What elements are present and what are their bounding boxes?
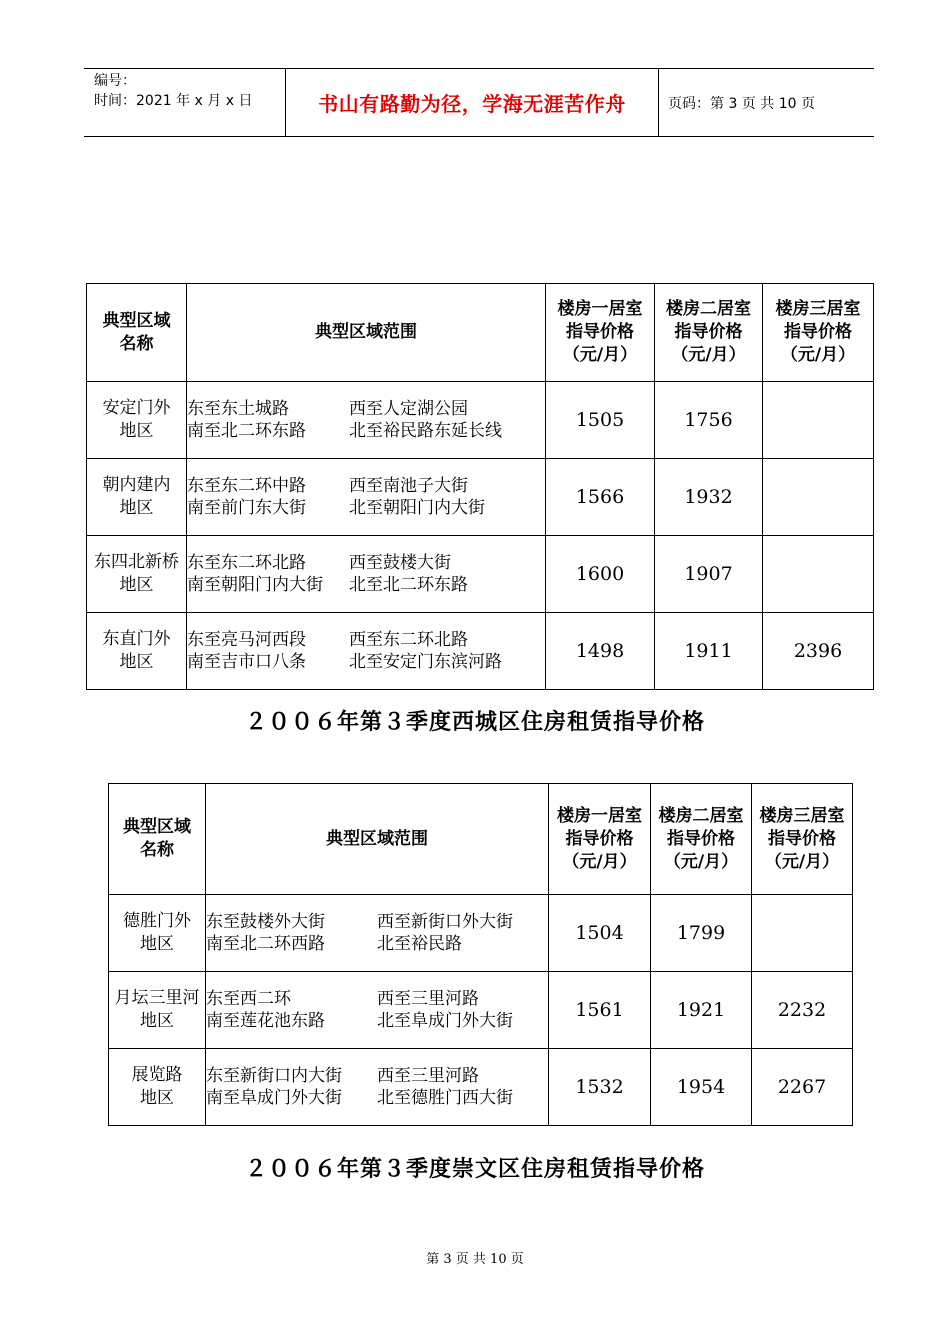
header-page-info: 页码：第 3 页 共 10 页: [668, 95, 815, 112]
area-name: 展览路 地区: [131, 1065, 183, 1108]
price-three-bedroom: 2232: [752, 972, 853, 1049]
table-row: [109, 972, 853, 1049]
time-label: 时间：2021 年 x 月 x 日: [94, 93, 253, 109]
price-three-bedroom: 2267: [752, 1049, 853, 1126]
range-south: 南至朝阳门内大街: [187, 575, 323, 595]
rent-table-dongcheng: [86, 283, 874, 690]
header-area-name: [87, 284, 187, 382]
header-one-bedroom: [546, 284, 655, 382]
area-name-cell: [87, 382, 187, 459]
range-south: 南至阜成门外大街: [206, 1088, 342, 1108]
header-one-bedroom-text: 楼房一居室 指导价格 （元/月）: [557, 299, 643, 365]
header-meta: [94, 71, 252, 111]
range-south: 南至莲花池东路: [206, 1011, 325, 1031]
header-area-range: [187, 284, 546, 382]
range-west: 西至人定湖公园: [349, 399, 468, 419]
table-header-row: [109, 784, 853, 895]
range-east: 东至亮马河西段: [187, 630, 306, 650]
range-west: 西至南池子大街: [349, 476, 468, 496]
price-three-bedroom: [763, 382, 874, 459]
range-north: 北至朝阳门内大街: [349, 498, 485, 518]
area-range-cell: [187, 459, 546, 536]
table-header-row: [87, 284, 874, 382]
area-range-cell: [187, 382, 546, 459]
rent-table-xicheng: [108, 783, 853, 1126]
price-one-bedroom: 1504: [549, 895, 651, 972]
price-two-bedroom: 1907: [655, 536, 763, 613]
range-north: 北至裕民路: [377, 934, 462, 954]
header-area-name-text: 典型区域 名称: [123, 817, 191, 860]
range-east: 东至东土城路: [187, 399, 289, 419]
header-two-bedroom-text: 楼房二居室 指导价格 （元/月）: [666, 299, 751, 365]
range-north: 北至阜成门外大街: [377, 1011, 513, 1031]
range-west: 西至三里河路: [377, 989, 479, 1009]
range-south: 南至前门东大街: [187, 498, 306, 518]
table-row: [109, 1049, 853, 1126]
header-motto: 书山有路勤为径，学海无涯苦作舟: [318, 92, 626, 116]
header-two-bedroom: [655, 284, 763, 382]
header-area-name-text: 典型区域 名称: [102, 310, 171, 354]
header-area-range: [206, 784, 549, 895]
range-south: 南至北二环西路: [206, 934, 325, 954]
area-name: 德胜门外 地区: [123, 911, 191, 954]
range-south: 南至吉市口八条: [187, 652, 306, 672]
area-name-cell: [109, 895, 206, 972]
header-three-bedroom: [763, 284, 874, 382]
area-name: 东直门外 地区: [102, 629, 171, 672]
page-footer: 第 3 页 共 10 页: [426, 1252, 524, 1267]
price-one-bedroom: 1561: [549, 972, 651, 1049]
area-name: 月坛三里河 地区: [114, 988, 200, 1031]
area-range-cell: [206, 895, 549, 972]
area-range-cell: [187, 536, 546, 613]
table-row: [87, 613, 874, 690]
range-north: 北至裕民路东延长线: [349, 421, 502, 441]
table-row: [87, 382, 874, 459]
price-three-bedroom: [763, 536, 874, 613]
price-one-bedroom: 1566: [546, 459, 655, 536]
price-two-bedroom: 1954: [651, 1049, 752, 1126]
header-three-bedroom-text: 楼房三居室 指导价格 （元/月）: [759, 805, 845, 872]
table-row: [87, 536, 874, 613]
price-one-bedroom: 1600: [546, 536, 655, 613]
range-north: 北至安定门东滨河路: [349, 652, 502, 672]
header-three-bedroom-text: 楼房三居室 指导价格 （元/月）: [775, 299, 861, 365]
area-range-cell: [206, 1049, 549, 1126]
area-range-cell: [206, 972, 549, 1049]
range-north: 北至北二环东路: [349, 575, 468, 595]
header-area-range-text: 典型区域范围: [315, 322, 417, 342]
header-divider-right: [658, 69, 659, 136]
area-name-cell: [87, 459, 187, 536]
table-row: [109, 895, 853, 972]
area-name: 朝内建内 地区: [102, 475, 171, 518]
range-east: 东至东二环中路: [187, 476, 306, 496]
header-three-bedroom: [752, 784, 853, 895]
page-header: [84, 68, 874, 137]
area-range-cell: [187, 613, 546, 690]
price-two-bedroom: 1921: [651, 972, 752, 1049]
range-east: 东至西二环: [206, 989, 291, 1009]
price-one-bedroom: 1498: [546, 613, 655, 690]
price-one-bedroom: 1532: [549, 1049, 651, 1126]
header-one-bedroom: [549, 784, 651, 895]
area-name-cell: [109, 972, 206, 1049]
price-three-bedroom: 2396: [763, 613, 874, 690]
price-two-bedroom: 1911: [655, 613, 763, 690]
code-label: 编号：: [94, 73, 136, 89]
range-east: 东至新街口内大街: [206, 1066, 342, 1086]
price-three-bedroom: [763, 459, 874, 536]
range-west: 西至新街口外大街: [377, 912, 513, 932]
price-two-bedroom: 1799: [651, 895, 752, 972]
range-south: 南至北二环东路: [187, 421, 306, 441]
area-name: 安定门外 地区: [102, 398, 171, 441]
table-row: [87, 459, 874, 536]
range-west: 西至三里河路: [377, 1066, 479, 1086]
range-west: 西至鼓楼大街: [349, 553, 451, 573]
header-one-bedroom-text: 楼房一居室 指导价格 （元/月）: [557, 805, 642, 872]
price-two-bedroom: 1756: [655, 382, 763, 459]
price-two-bedroom: 1932: [655, 459, 763, 536]
area-name-cell: [109, 1049, 206, 1126]
price-three-bedroom: [752, 895, 853, 972]
range-west: 西至东二环北路: [349, 630, 468, 650]
area-name-cell: [87, 613, 187, 690]
section-title-chongwen: ２００６年第３季度崇文区住房租赁指导价格: [244, 1157, 705, 1182]
header-two-bedroom: [651, 784, 752, 895]
range-east: 东至东二环北路: [187, 553, 306, 573]
area-name-cell: [87, 536, 187, 613]
price-one-bedroom: 1505: [546, 382, 655, 459]
area-name: 东四北新桥 地区: [94, 552, 179, 595]
section-title-xicheng: ２００６年第３季度西城区住房租赁指导价格: [244, 710, 705, 735]
range-east: 东至鼓楼外大街: [206, 912, 325, 932]
header-area-name: [109, 784, 206, 895]
header-two-bedroom-text: 楼房二居室 指导价格 （元/月）: [658, 805, 744, 872]
header-area-range-text: 典型区域范围: [326, 828, 428, 849]
range-north: 北至德胜门西大街: [377, 1088, 513, 1108]
